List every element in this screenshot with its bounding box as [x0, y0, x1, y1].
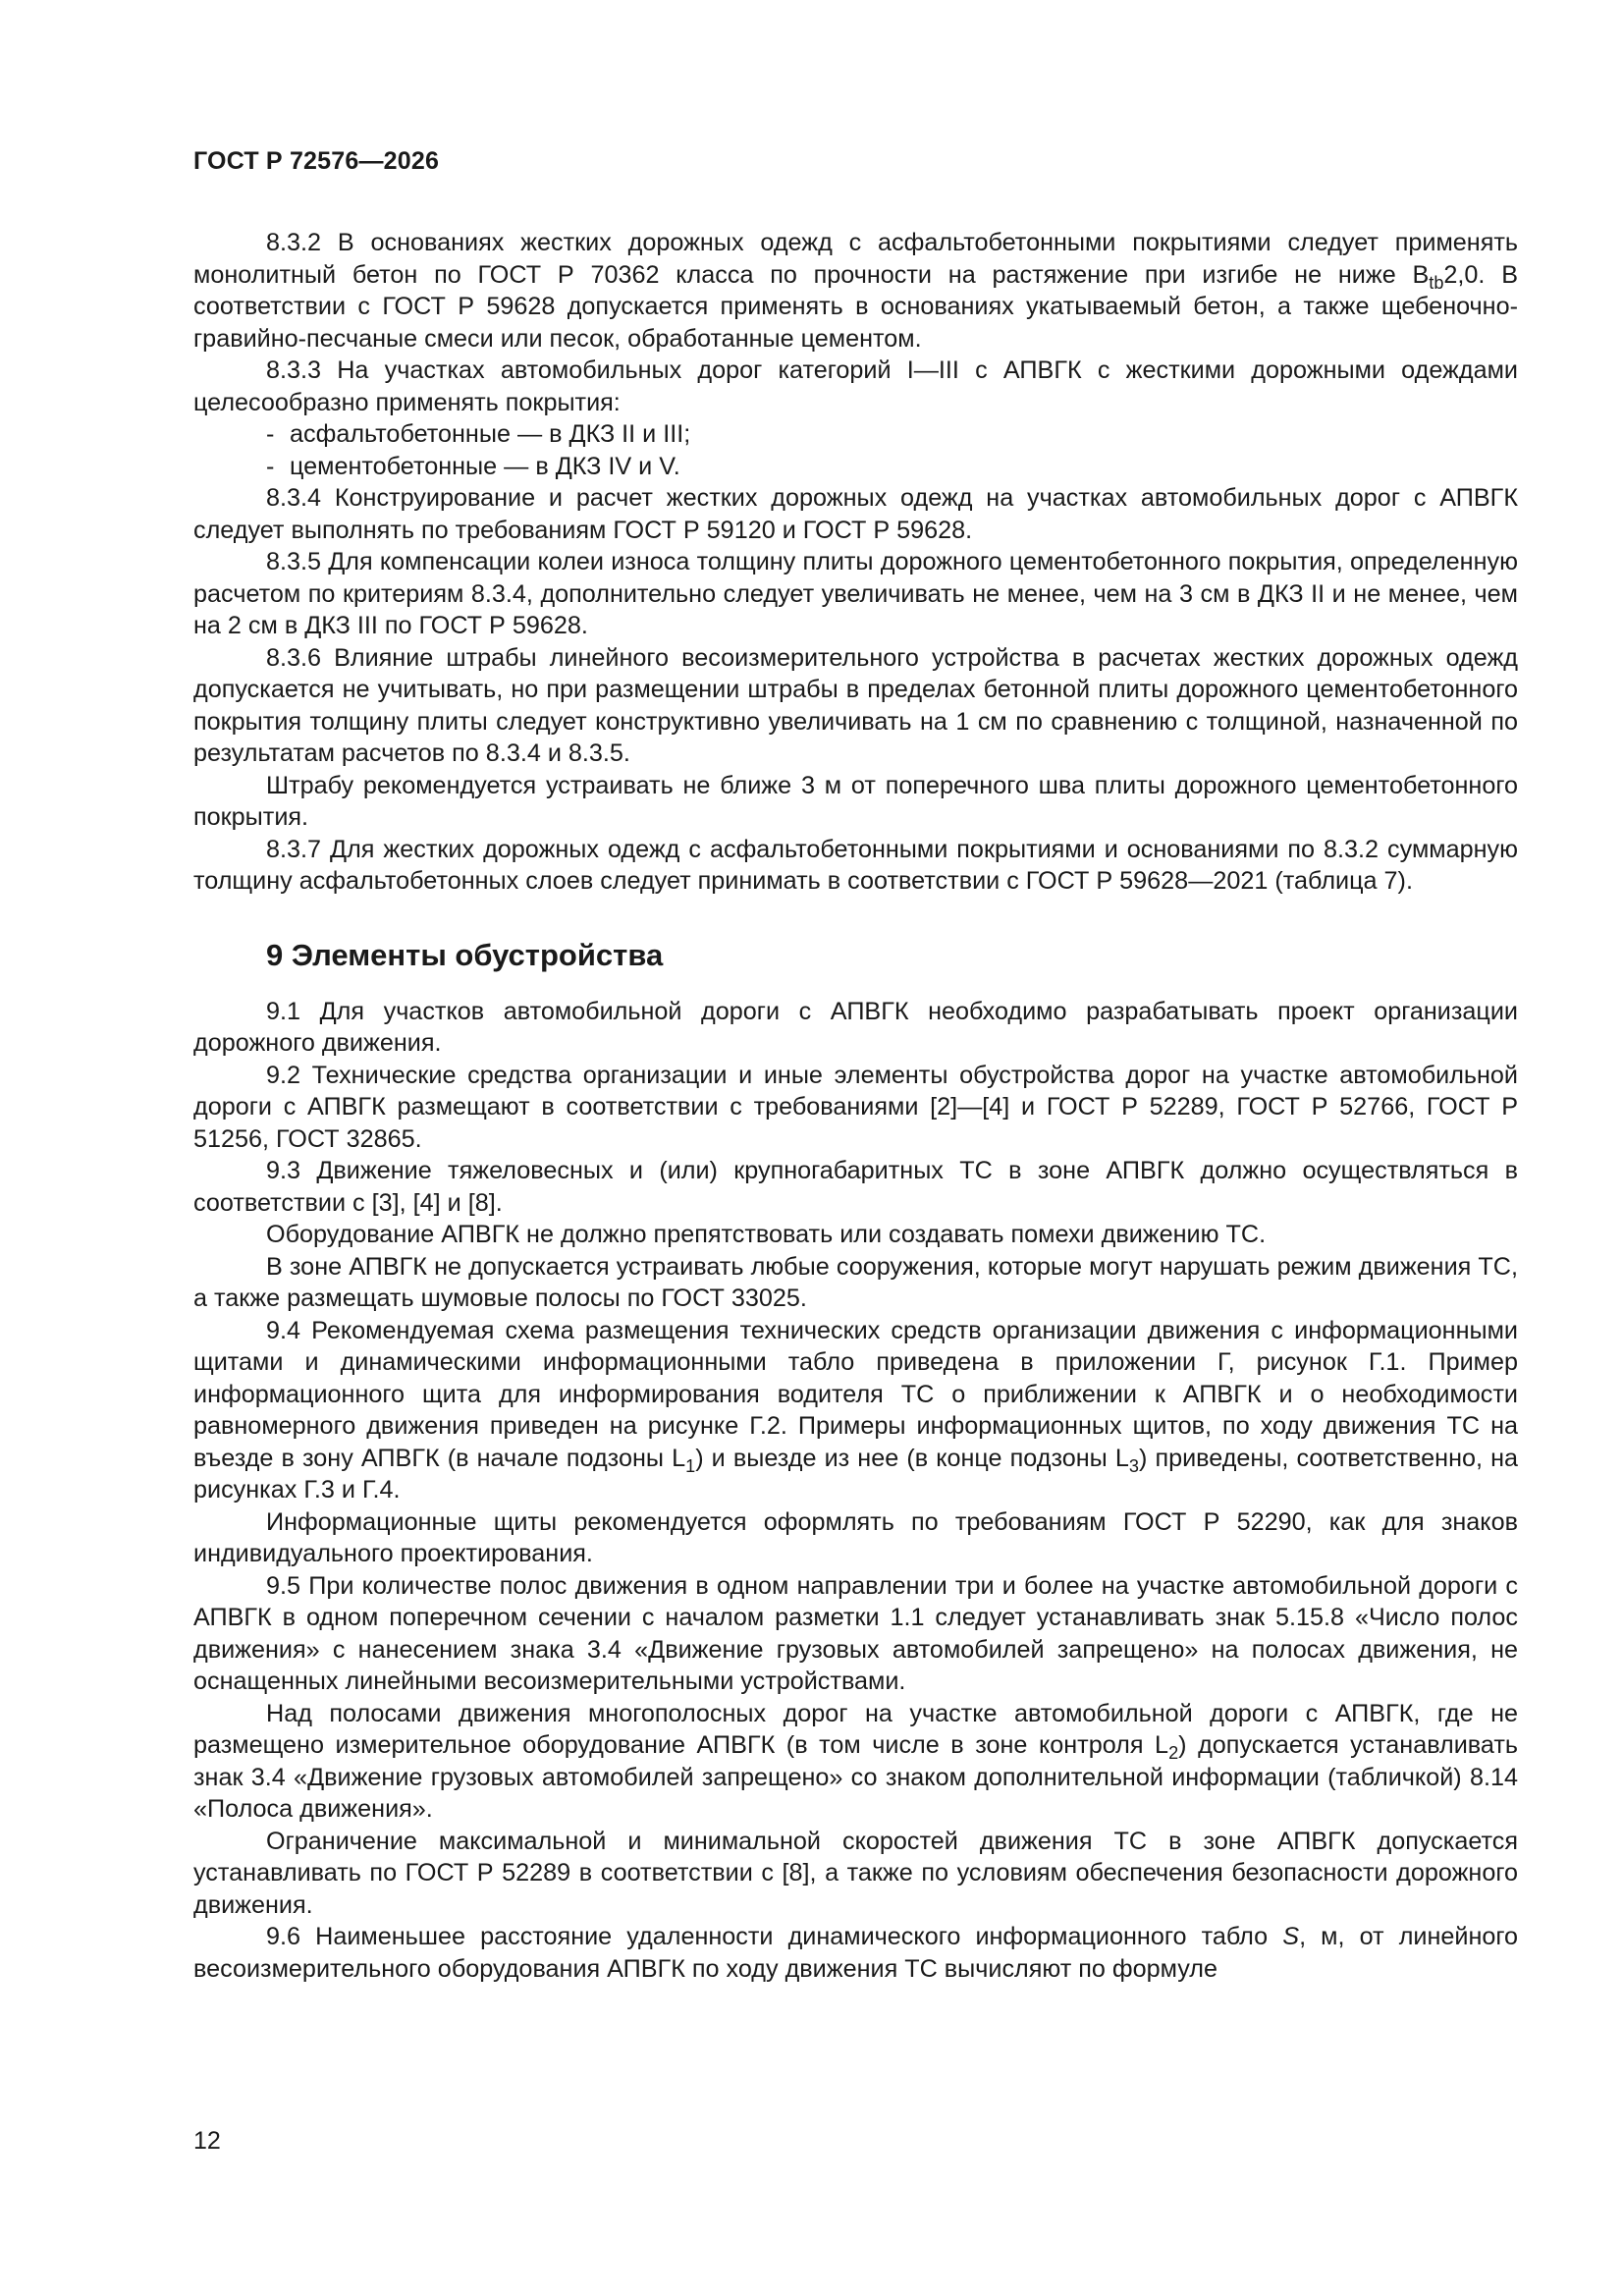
subscript: 2	[1168, 1742, 1179, 1763]
paragraph-8-3-5: 8.3.5 Для компенсации колеи износа толщину плиты дорожного цементобетонного покрытия, определенную расчетом по критериям 8.3.4, дополнительно следует увеличивать не менее, чем на 3 см в ДКЗ II и не менее, чем на 2 см в ДКЗ III по ГОСТ Р 59628.	[193, 548, 1518, 639]
paragraph-8-3-3: 8.3.3 На участках автомобильных дорог категорий I—III с АПВГК с жесткими дорожными одеждами целесообразно применять покрытия:	[193, 356, 1518, 416]
paragraph-9-5: 9.5 При количестве полос движения в одном направлении три и более на участке автомобильной дороги с АПВГК в одном поперечном сечении с началом разметки 1.1 следует устанавливать знак 5.15.8 «Число полос движения» с нанесением знака 3.4 «Движение грузовых автомобилей запрещено» на полосах движения, не оснащенных линейными весоизмерительными устройствами.	[193, 1571, 1518, 1695]
section-heading-9: 9 Элементы обустройства	[266, 937, 664, 972]
paragraph-8-3-7: 8.3.7 Для жестких дорожных одежд с асфальтобетонными покрытиями и основаниями по 8.3.2 суммарную толщину асфальтобетонных слоев следует принимать в соответствии с ГОСТ Р 59628—2021 (таблица 7).	[193, 835, 1518, 895]
paragraph-8-3-6: 8.3.6 Влияние штрабы линейного весоизмерительного устройства в расчетах жестких дорожных одежд допускается не учитывать, но при размещении штрабы в пределах бетонной плиты дорожного цементобетонного покрытия толщину плиты следует конструктивно увеличивать на 1 см по сравнению с толщиной, назначенной по результатам расчетов по 8.3.4 и 8.3.5.	[193, 643, 1518, 767]
list-item	[193, 451, 1518, 483]
paragraph-text: 2,0. В соответствии с ГОСТ Р 59628 допускается применять в основаниях укатываемый бетон, а также щебеночно-гравийно-песчаные смеси или песок, обработанные цементом.	[193, 260, 1518, 353]
paragraph-9-3-structures: В зоне АПВГК не допускается устраивать любые сооружения, которые могут нарушать режим движения ТС, а также размещать шумовые полосы по ГОСТ 33025.	[193, 1252, 1518, 1312]
list-dash: -	[266, 420, 275, 448]
paragraph-text: Над полосами движения многополосных дорог на участке автомобильной дороги с АПВГК, где не размещено измерительное оборудование АПВГК (в том числе в зоне контроля L	[193, 1699, 1518, 1759]
paragraph-9-4-shields: Информационные щиты рекомендуется оформлять по требованиям ГОСТ Р 52290, как для знаков индивидуального проектирования.	[193, 1507, 1518, 1567]
paragraph-text: 8.3.2 В основаниях жестких дорожных одежд с асфальтобетонными покрытиями следует применять монолитный бетон по ГОСТ Р 70362 класса по прочности на растяжение при изгибе не ниже B	[193, 229, 1518, 289]
paragraph-9-2: 9.2 Технические средства организации и иные элементы обустройства дорог на участке автомобильной дороги с АПВГК размещают в соответствии с требованиями [2]—[4] и ГОСТ Р 52289, ГОСТ Р 52766, ГОСТ Р 51256, ГОСТ 32865.	[193, 1061, 1518, 1153]
paragraph-text: ) приведены, соответственно, на рисунках Г.3 и Г.4.	[193, 1444, 1519, 1503]
page-number: 12	[193, 2127, 221, 2155]
list-item-text: асфальтобетонные — в ДКЗ II и III;	[290, 420, 691, 448]
paragraph-9-5-lanes	[193, 1698, 1518, 1826]
paragraph-text: 9.4 Рекомендуемая схема размещения технических средств организации движения с информационными щитами и динамическими информационными табло приведена в приложении Г, рисунок Г.1. Пример информационного щита для информирования водителя ТС о приближении к АПВГК и о необходимости равномерного движения приведен на рисунке Г.2. Примеры информационных щитов, по ходу движения ТС на въезде в зону АПВГК (в начале подзоны L	[193, 1316, 1518, 1472]
paragraph-text: , м, от линейного весоизмерительного оборудования АПВГК по ходу движения ТС вычисляют по формуле	[193, 1923, 1519, 1983]
paragraph-8-3-2	[193, 227, 1518, 355]
list-item	[193, 418, 1518, 451]
paragraph-9-5-speed: Ограничение максимальной и минимальной скоростей движения ТС в зоне АПВГК допускается устанавливать по ГОСТ Р 52289 в соответствии с [8], а также по условиям обеспечения безопасности дорожного движения.	[193, 1827, 1518, 1919]
formula-variable: S	[1282, 1923, 1300, 1950]
paragraph-text: ) допускается устанавливать знак 3.4 «Движение грузовых автомобилей запрещено» со знаком дополнительной информации (табличкой) 8.14 «Полоса движения».	[193, 1731, 1518, 1823]
document-header: ГОСТ Р 72576—2026	[193, 147, 440, 175]
paragraph-9-1: 9.1 Для участков автомобильной дороги с АПВГК необходимо разрабатывать проект организации дорожного движения.	[193, 997, 1518, 1057]
paragraph-9-6	[193, 1921, 1518, 1985]
paragraph-9-4	[193, 1315, 1518, 1506]
subscript: tb	[1429, 272, 1444, 293]
subscript: 3	[1128, 1455, 1139, 1476]
paragraph-9-3-equipment: Оборудование АПВГК не должно препятствовать или создавать помехи движению ТС.	[266, 1221, 1267, 1248]
list-item-text: цементобетонные — в ДКЗ IV и V.	[290, 452, 680, 480]
paragraph-8-3-4: 8.3.4 Конструирование и расчет жестких дорожных одежд на участках автомобильных дорог с АПВГК следует выполнять по требованиям ГОСТ Р 59120 и ГОСТ Р 59628.	[193, 484, 1518, 544]
paragraph-text: 9.6 Наименьшее расстояние удаленности динамического информационного табло	[266, 1923, 1283, 1950]
subscript: 1	[685, 1455, 696, 1476]
paragraph-text: ) и выезде из нее (в конце подзоны L	[695, 1444, 1129, 1472]
page-body	[193, 227, 1518, 1985]
paragraph-9-3: 9.3 Движение тяжеловесных и (или) крупногабаритных ТС в зоне АПВГК должно осуществляться в соответствии с [3], [4] и [8].	[193, 1157, 1518, 1217]
list-dash: -	[266, 452, 275, 480]
paragraph-8-3-6-note: Штрабу рекомендуется устраивать не ближе 3 м от поперечного шва плиты дорожного цементобетонного покрытия.	[193, 771, 1518, 831]
